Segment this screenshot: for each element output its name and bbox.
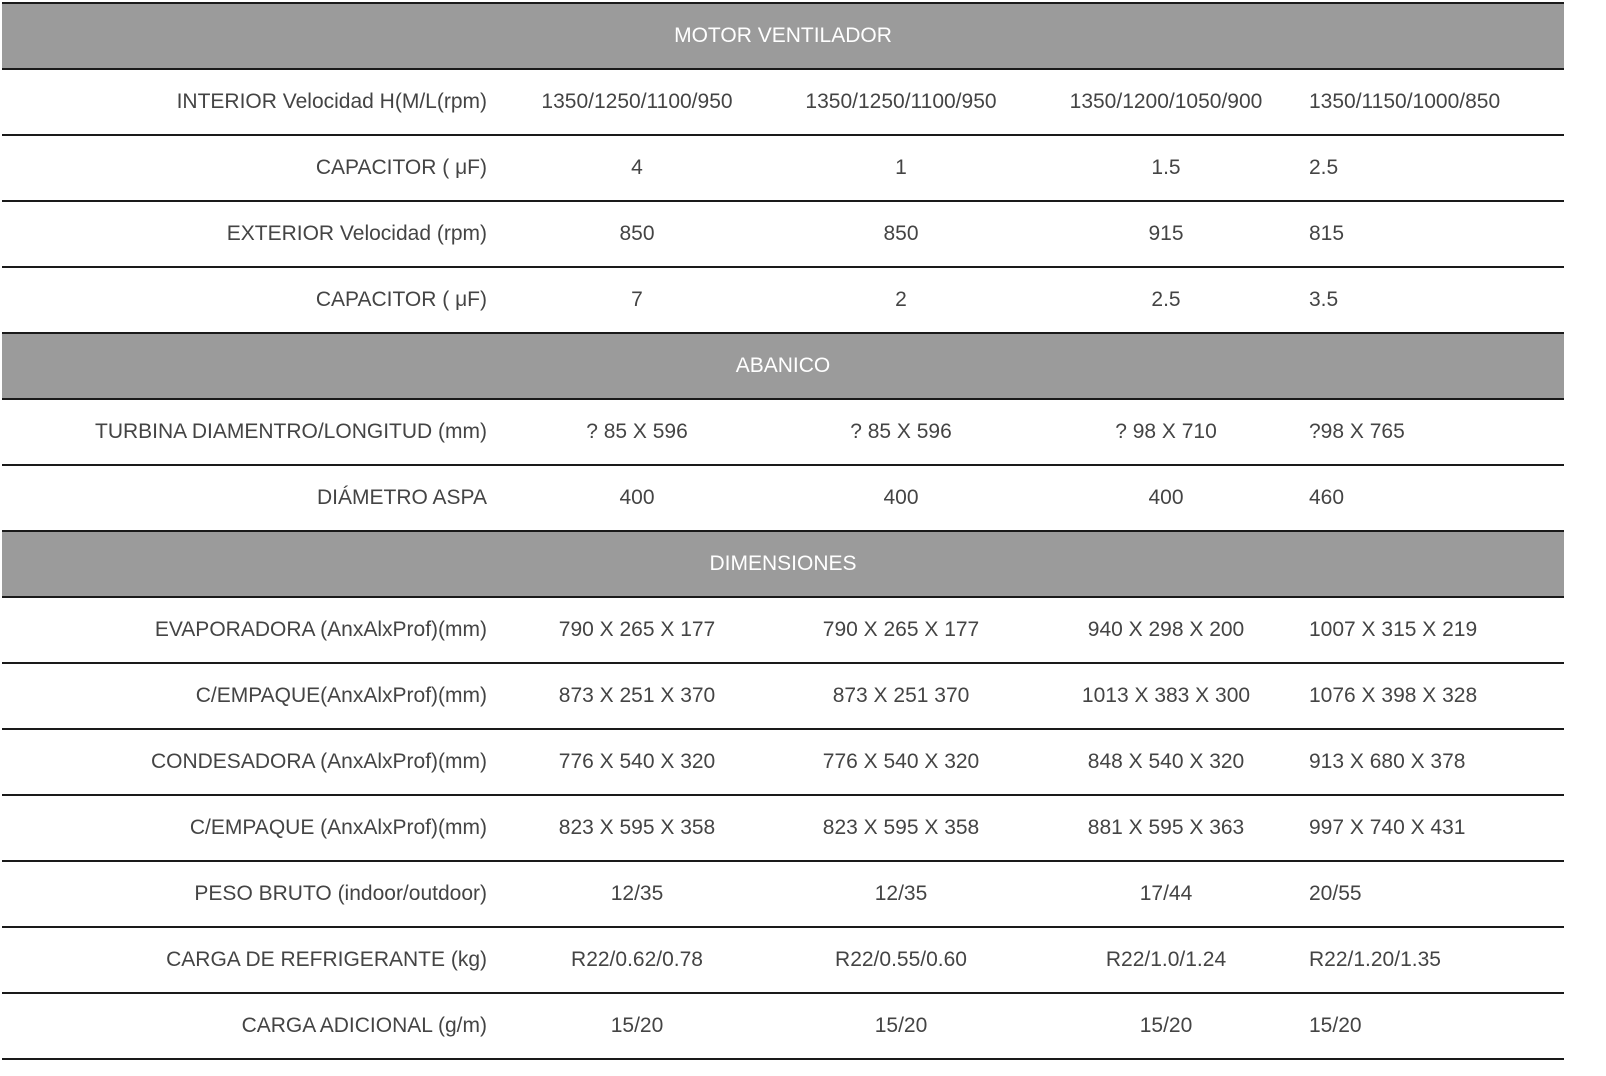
table-row: [2, 201, 1564, 267]
table-row: [2, 861, 1564, 927]
table-cell: 20/55: [1299, 861, 1564, 927]
table-row: [2, 993, 1564, 1059]
table-cell: 815: [1299, 201, 1564, 267]
table-row: [2, 597, 1564, 663]
table-cell: ? 98 X 710: [1033, 399, 1299, 465]
table-cell: 873 X 251 X 370: [505, 663, 769, 729]
table-cell: 1076 X 398 X 328: [1299, 663, 1564, 729]
table-cell: 2.5: [1299, 135, 1564, 201]
table-cell: 873 X 251 370: [769, 663, 1033, 729]
table-cell: R22/1.20/1.35: [1299, 927, 1564, 993]
table-cell: 15/20: [769, 993, 1033, 1059]
table-cell: 823 X 595 X 358: [505, 795, 769, 861]
row-label: INTERIOR Velocidad H(M/L(rpm): [2, 69, 505, 135]
table-cell: 12/35: [505, 861, 769, 927]
table-cell: 1: [769, 135, 1033, 201]
table-cell: 850: [505, 201, 769, 267]
table-cell: 17/44: [1033, 861, 1299, 927]
table-row: [2, 69, 1564, 135]
table-row: [2, 399, 1564, 465]
table-cell: 2: [769, 267, 1033, 333]
table-cell: 2.5: [1033, 267, 1299, 333]
table-cell: R22/0.62/0.78: [505, 927, 769, 993]
table-cell: 940 X 298 X 200: [1033, 597, 1299, 663]
section-header-row: [2, 531, 1564, 597]
table-cell: 460: [1299, 465, 1564, 531]
table-cell: 1013 X 383 X 300: [1033, 663, 1299, 729]
section-title: MOTOR VENTILADOR: [2, 3, 1564, 69]
section-title: ABANICO: [2, 333, 1564, 399]
row-label: C/EMPAQUE (AnxAlxProf)(mm): [2, 795, 505, 861]
row-label: CARGA ADICIONAL (g/m): [2, 993, 505, 1059]
table-row: [2, 795, 1564, 861]
table-cell: 915: [1033, 201, 1299, 267]
table-cell: 790 X 265 X 177: [769, 597, 1033, 663]
table-cell: 997 X 740 X 431: [1299, 795, 1564, 861]
table-cell: 1.5: [1033, 135, 1299, 201]
table-cell: 400: [505, 465, 769, 531]
table-cell: ?98 X 765: [1299, 399, 1564, 465]
row-label: EVAPORADORA (AnxAlxProf)(mm): [2, 597, 505, 663]
spec-table: [2, 2, 1564, 1060]
table-cell: 7: [505, 267, 769, 333]
section-header-row: [2, 3, 1564, 69]
table-cell: 823 X 595 X 358: [769, 795, 1033, 861]
table-row: [2, 135, 1564, 201]
table-cell: 1350/1200/1050/900: [1033, 69, 1299, 135]
row-label: EXTERIOR Velocidad (rpm): [2, 201, 505, 267]
spec-table-body: [2, 3, 1564, 1059]
section-title: DIMENSIONES: [2, 531, 1564, 597]
row-label: CAPACITOR ( μF): [2, 267, 505, 333]
table-cell: 15/20: [1033, 993, 1299, 1059]
table-cell: 400: [1033, 465, 1299, 531]
table-cell: 12/35: [769, 861, 1033, 927]
table-row: [2, 267, 1564, 333]
table-cell: ? 85 X 596: [769, 399, 1033, 465]
table-cell: 776 X 540 X 320: [769, 729, 1033, 795]
table-cell: 850: [769, 201, 1033, 267]
row-label: CONDESADORA (AnxAlxProf)(mm): [2, 729, 505, 795]
table-row: [2, 465, 1564, 531]
row-label: CAPACITOR ( μF): [2, 135, 505, 201]
table-cell: 15/20: [505, 993, 769, 1059]
table-row: [2, 927, 1564, 993]
table-cell: 4: [505, 135, 769, 201]
table-cell: 913 X 680 X 378: [1299, 729, 1564, 795]
table-cell: 400: [769, 465, 1033, 531]
table-cell: 848 X 540 X 320: [1033, 729, 1299, 795]
table-cell: 790 X 265 X 177: [505, 597, 769, 663]
row-label: TURBINA DIAMENTRO/LONGITUD (mm): [2, 399, 505, 465]
table-cell: 1007 X 315 X 219: [1299, 597, 1564, 663]
table-cell: 1350/1250/1100/950: [769, 69, 1033, 135]
table-cell: R22/0.55/0.60: [769, 927, 1033, 993]
row-label: PESO BRUTO (indoor/outdoor): [2, 861, 505, 927]
table-cell: ? 85 X 596: [505, 399, 769, 465]
table-cell: 15/20: [1299, 993, 1564, 1059]
row-label: CARGA DE REFRIGERANTE (kg): [2, 927, 505, 993]
table-cell: 1350/1150/1000/850: [1299, 69, 1564, 135]
table-cell: 3.5: [1299, 267, 1564, 333]
row-label: C/EMPAQUE(AnxAlxProf)(mm): [2, 663, 505, 729]
table-row: [2, 729, 1564, 795]
table-cell: 1350/1250/1100/950: [505, 69, 769, 135]
table-cell: 776 X 540 X 320: [505, 729, 769, 795]
table-cell: R22/1.0/1.24: [1033, 927, 1299, 993]
table-row: [2, 663, 1564, 729]
row-label: DIÁMETRO ASPA: [2, 465, 505, 531]
table-cell: 881 X 595 X 363: [1033, 795, 1299, 861]
section-header-row: [2, 333, 1564, 399]
